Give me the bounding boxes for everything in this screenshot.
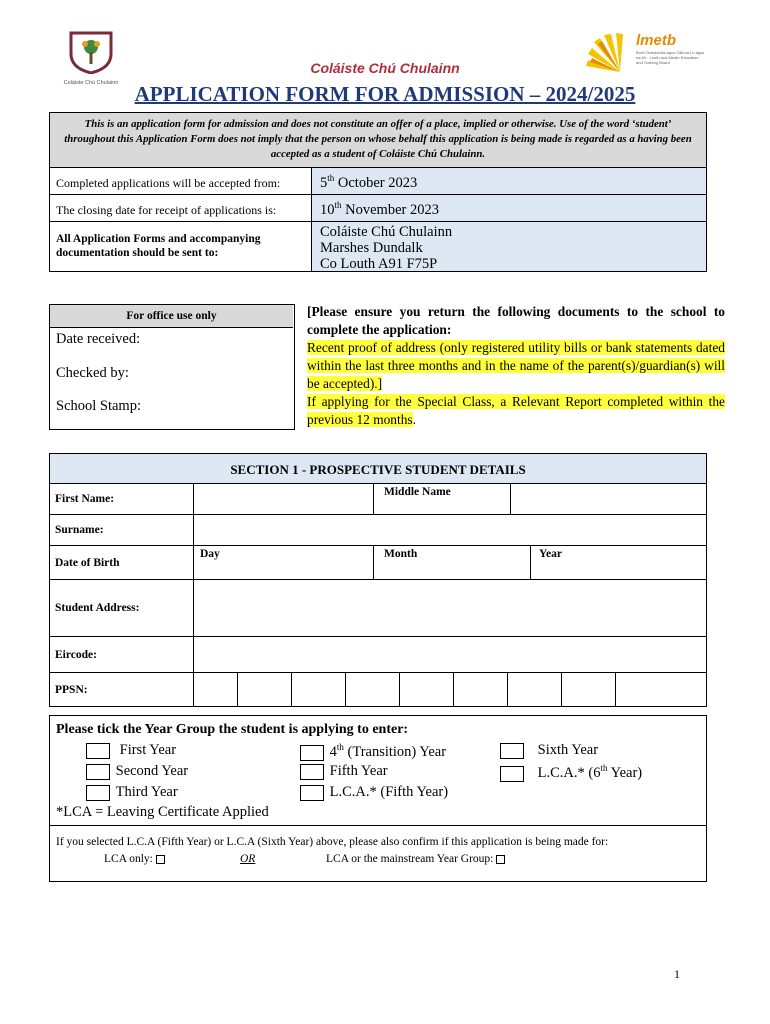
accepted-rest: October 2023 <box>334 174 418 191</box>
option-lca-only[interactable] <box>104 853 165 865</box>
lca-sixth-sup: th <box>600 763 608 773</box>
lca-divider <box>49 825 707 826</box>
lca-sixth-pre: L.C.A.* (6 <box>537 764 601 781</box>
option-fourth-year[interactable] <box>300 742 446 761</box>
dob-year-input[interactable] <box>530 545 707 580</box>
ppsn-box-2[interactable] <box>237 672 292 707</box>
ppsn-box-9[interactable] <box>615 672 707 707</box>
middle-name-label-cell <box>373 483 511 515</box>
section1-heading-bar <box>49 453 707 484</box>
eircode-label-cell <box>49 636 194 673</box>
second-year-label: Second Year <box>115 763 189 779</box>
office-use-box <box>49 304 295 430</box>
closing-day: 10 <box>320 201 335 218</box>
page-number: 1 <box>674 967 680 981</box>
address-label-cell <box>49 579 194 637</box>
dob-label: Date of Birth <box>55 557 120 569</box>
send-label: All Application Forms and accompanying documentation should be sent to: <box>56 233 261 259</box>
ppsn-label-cell <box>49 672 194 707</box>
accepted-label: Completed applications will be accepted from: <box>56 176 281 190</box>
fourth-post: (Transition) Year <box>343 743 447 760</box>
dob-month-input[interactable] <box>373 545 531 580</box>
eircode-label: Eircode: <box>55 649 97 661</box>
option-sixth-year[interactable] <box>500 742 598 759</box>
dob-label-cell <box>49 545 194 580</box>
dob-month-label: Month <box>384 548 418 560</box>
lca-only-label: LCA only: <box>104 853 153 865</box>
dob-day-input[interactable] <box>193 545 374 580</box>
first-name-label: First Name: <box>55 493 115 505</box>
school-logo-caption: Coláiste Chú Chulainn <box>63 80 119 86</box>
or-text: OR <box>240 853 256 865</box>
lca-confirm-text: If you selected L.C.A (Fifth Year) or L.C.A (Sixth Year) above, please also confirm if this application is being made for: <box>56 836 609 848</box>
address-input[interactable] <box>193 579 707 637</box>
checkbox-lca-mainstream[interactable] <box>496 855 505 864</box>
accepted-day: 5 <box>320 174 328 191</box>
option-second-year[interactable] <box>86 763 188 780</box>
option-lca-mainstream[interactable] <box>326 853 505 865</box>
page-title: APPLICATION FORM FOR ADMISSION – 2024/2025 <box>134 82 636 106</box>
disclaimer-box <box>49 112 707 168</box>
surname-input[interactable] <box>193 514 707 546</box>
ppsn-box-8[interactable] <box>561 672 616 707</box>
checked-by-label: Checked by: <box>56 365 129 381</box>
school-name: Coláiste Chú Chulainn <box>310 60 460 76</box>
checkbox-lca-only[interactable] <box>156 855 165 864</box>
first-year-label: First Year <box>119 742 177 758</box>
checkbox-first-year[interactable] <box>86 743 110 759</box>
surname-label: Surname: <box>55 524 104 536</box>
checkbox-lca-fifth[interactable] <box>300 785 324 801</box>
checkbox-second-year[interactable] <box>86 764 110 780</box>
dob-year-label: Year <box>539 548 562 560</box>
documents-note <box>307 303 725 429</box>
lca-sixth-post: Year) <box>607 764 643 781</box>
lca-fifth-label: L.C.A.* (Fifth Year) <box>329 784 449 800</box>
date-received-label: Date received: <box>56 331 141 347</box>
ppsn-box-1[interactable] <box>193 672 238 707</box>
address-line3: Co Louth A91 F75P <box>320 256 438 272</box>
send-address-field[interactable] <box>311 221 707 272</box>
accepted-label-cell <box>49 167 312 195</box>
ppsn-label: PPSN: <box>55 684 88 696</box>
fourth-sup: th <box>336 742 344 752</box>
middle-name-input[interactable] <box>510 483 707 515</box>
office-heading: For office use only <box>126 310 217 322</box>
year-group-heading: Please tick the Year Group the student is applying to enter: <box>56 722 409 737</box>
documents-item1-text: Recent proof of address (only registered utility bills or bank statements dated within the last three months and in the name of the parent(s)/guardian(s) will be accepted).] <box>307 340 725 391</box>
documents-item2 <box>307 393 725 429</box>
address-line2: Marshes Dundalk <box>320 240 423 256</box>
checkbox-lca-sixth[interactable] <box>500 766 524 782</box>
fourth-year-label <box>330 744 446 760</box>
school-stamp-label: School Stamp: <box>56 398 141 414</box>
disclaimer-text: This is an application form for admission and does not constitute an offer of a place, implied or otherwise. Use of the word ‘student’ throughout this Application Form does not imply that the person on whose behalf this application is being made is regarded as a having been accepted as a student of Coláiste Chú Chulainn. <box>64 118 692 160</box>
option-first-year[interactable] <box>86 742 176 759</box>
option-fifth-year[interactable] <box>300 763 388 780</box>
accepted-sup: th <box>327 173 335 183</box>
fifth-year-label: Fifth Year <box>329 763 388 779</box>
documents-item1 <box>307 339 725 393</box>
sixth-year-label: Sixth Year <box>537 742 599 758</box>
etb-logo-text: lmetb <box>636 32 677 49</box>
checkbox-fifth-year[interactable] <box>300 764 324 780</box>
lca-mainstream-label: LCA or the mainstream Year Group: <box>326 853 494 865</box>
first-name-label-cell <box>49 483 194 515</box>
closing-label-cell <box>49 194 312 222</box>
accepted-date-field[interactable] <box>311 167 707 195</box>
eircode-input[interactable] <box>193 636 707 673</box>
documents-item2-end: . <box>412 412 416 427</box>
checkbox-fourth-year[interactable] <box>300 745 324 761</box>
closing-sup: th <box>334 200 342 210</box>
third-year-label: Third Year <box>115 784 178 800</box>
ppsn-box-3[interactable] <box>291 672 346 707</box>
office-heading-bar <box>50 305 293 328</box>
first-name-input[interactable] <box>193 483 374 515</box>
etb-logo-sub: Bord Oideachais agus Oiliúna Lú agus na Mí · Louth and Meath Education and Training Board <box>636 50 705 65</box>
documents-intro: [Please ensure you return the following documents to the school to complete the application: <box>307 304 725 337</box>
address-label: Student Address: <box>55 602 140 614</box>
closing-label: The closing date for receipt of applications is: <box>56 203 277 217</box>
option-lca-sixth[interactable] <box>500 763 642 782</box>
closing-rest: November 2023 <box>341 201 439 218</box>
lca-sixth-label <box>538 765 643 781</box>
middle-name-label: Middle Name <box>384 486 451 498</box>
option-lca-fifth[interactable] <box>300 784 448 801</box>
send-label-cell <box>49 221 312 272</box>
lca-note: *LCA = Leaving Certificate Applied <box>56 804 269 820</box>
ppsn-box-6[interactable] <box>453 672 508 707</box>
ppsn-box-4[interactable] <box>345 672 400 707</box>
dob-day-label: Day <box>200 548 220 560</box>
checkbox-third-year[interactable] <box>86 785 110 801</box>
checkbox-sixth-year[interactable] <box>500 743 524 759</box>
ppsn-box-5[interactable] <box>399 672 454 707</box>
section1-heading: SECTION 1 - PROSPECTIVE STUDENT DETAILS <box>230 462 526 477</box>
surname-label-cell <box>49 514 194 546</box>
documents-item2-text: If applying for the Special Class, a Relevant Report completed within the previous 12 months <box>307 394 725 427</box>
closing-date-field[interactable] <box>311 194 707 222</box>
fourth-pre: 4 <box>329 743 337 760</box>
option-third-year[interactable] <box>86 784 178 801</box>
ppsn-box-7[interactable] <box>507 672 562 707</box>
address-line1: Coláiste Chú Chulainn <box>320 224 453 240</box>
